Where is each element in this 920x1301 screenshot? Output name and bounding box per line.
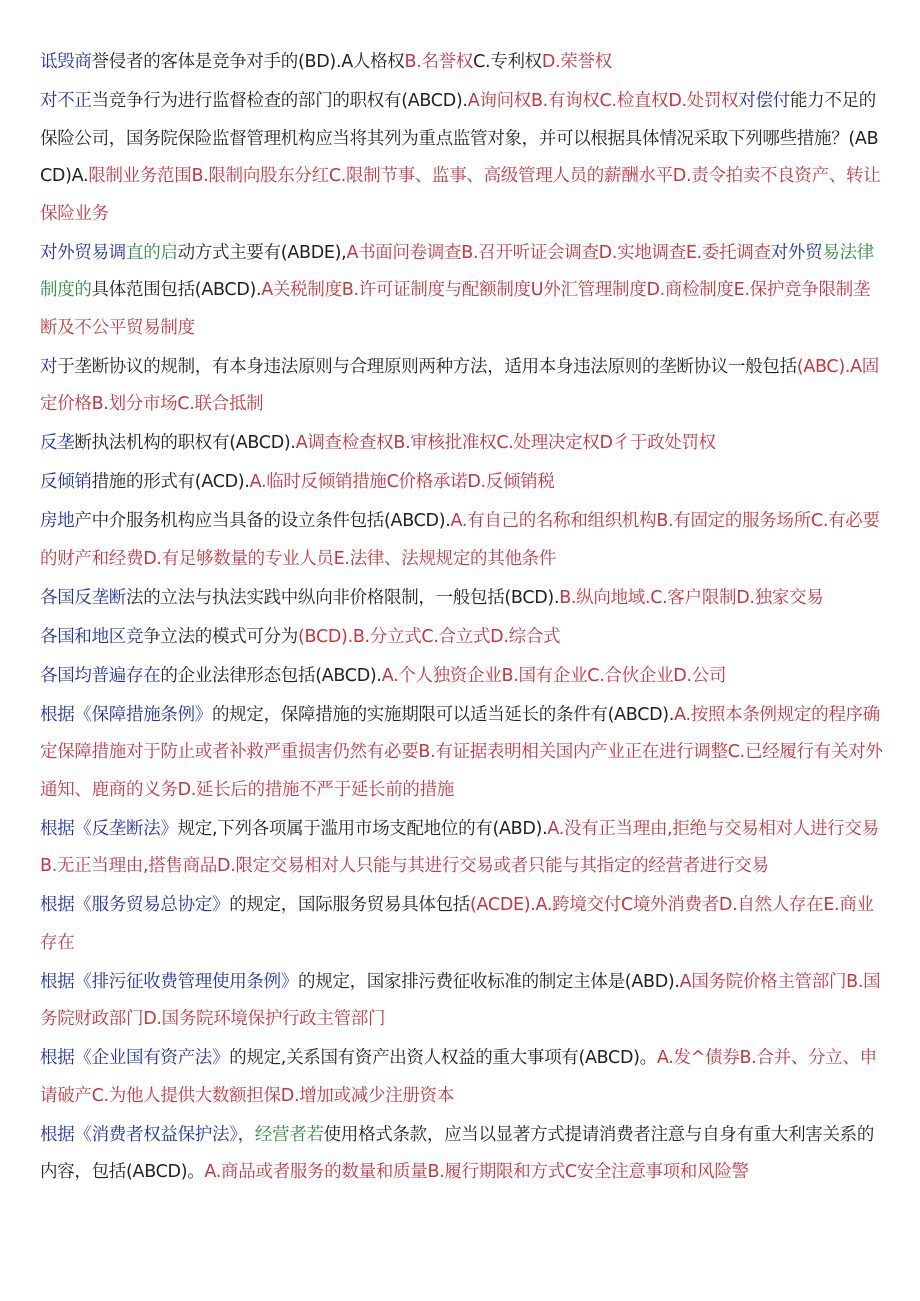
text-segment-blue: 反垄 — [40, 433, 75, 453]
text-segment-blue: 房地 — [40, 511, 75, 531]
text-segment-red: A.个人独资企业B.国有企业C.合伙企业D.公司 — [381, 665, 727, 686]
text-segment-red: A国务院价格主管部门B.国务院财政部门D.国务院环境保护行政主管部门 — [40, 971, 881, 1029]
text-segment-red: 限制业务范围B.限制向股东分红C.限制节事、监事、高级管理人员的薪酬水平D.责令拍卖不良资产、转让保险业务 — [40, 166, 881, 224]
text-segment-red: A关税制度B.许可证制度与配额制度U外汇管理制度D.商检制度E.保护竞争限制垄断及不公平贸易制度 — [40, 280, 871, 338]
text-segment-black: 动方式主要有(ABDE), — [177, 242, 347, 263]
text-segment-red: B.纵向地域.C.客户限制D.独家交易 — [559, 587, 824, 608]
text-segment-black: 断执法机构的职权有(ABCD). — [74, 433, 296, 453]
text-segment-blue: 对外贸易调 — [40, 242, 126, 263]
text-segment-green: 易法律制度的 — [40, 242, 874, 300]
text-segment-black: 使用格式条款，应当以显著方式提请消费者注意与自身有重大利害关系的内容，包括(ABCD)。 — [40, 1124, 875, 1182]
text-segment-blue: 根据《消费者权益保护法》， — [40, 1124, 255, 1145]
question-paragraph — [40, 1117, 885, 1192]
question-paragraph — [40, 697, 885, 810]
question-paragraph — [40, 619, 885, 657]
text-segment-blue: 对外贸 — [770, 242, 823, 263]
question-paragraph — [40, 887, 885, 962]
text-segment-red: A.商品或者服务的数量和质量B.履行期限和方式C安全注意事项和风险警 — [204, 1162, 749, 1182]
text-segment-red: A.没有正当理由,拒绝与交易相对人进行交易B.无正当理由,搭售商品D.限定交易相对人只能与其进行交易或者只能与其指定的经营者进行交易 — [40, 818, 879, 876]
text-segment-blue: 根据《反垄断法》 — [40, 818, 178, 839]
text-segment-blue: 对不正 — [40, 91, 92, 111]
text-segment-black: 具体范围包括(ABCD). — [91, 280, 262, 300]
text-segment-green: 直的启 — [126, 242, 178, 263]
question-paragraph — [40, 1040, 885, 1115]
text-segment-blue: 根据《企业国有资产法》 — [40, 1048, 230, 1068]
text-segment-blue: 对偿付 — [738, 91, 790, 111]
text-segment-green: 经营者若 — [254, 1124, 324, 1145]
text-segment-red: (ABC).A固定价格B.划分市场C.联合抵制 — [40, 356, 879, 414]
text-segment-black: 的企业法律形态包括(ABCD). — [160, 665, 382, 686]
text-segment-red: B.名誉权 — [404, 52, 474, 72]
text-segment-red: A书面问卷调查B.召开听证会调查D.实地调查E.委托调查 — [346, 242, 771, 263]
text-segment-blue: 各国反垄断 — [40, 587, 126, 608]
question-paragraph — [40, 658, 885, 696]
question-paragraph — [40, 964, 885, 1039]
text-segment-black: 产中介服务机构应当具备的设立条件包括(ABCD). — [74, 511, 451, 531]
text-segment-blue: 反倾销 — [40, 472, 92, 492]
question-paragraph — [40, 464, 885, 502]
text-segment-black: 争立法的模式可分为 — [143, 626, 299, 647]
question-paragraph — [40, 349, 885, 424]
text-segment-red: (BCD).B.分立式C.合立式D.综合式 — [298, 626, 561, 647]
question-paragraph — [40, 811, 885, 886]
question-paragraph — [40, 83, 885, 233]
text-segment-black: 的规定，国家排污费征收标准的制定主体是(ABD). — [298, 971, 680, 992]
text-segment-red: A询问权B.有询权C.检直权D.处罚权 — [467, 91, 739, 111]
text-segment-red: D.荣誉权 — [541, 52, 612, 72]
text-segment-red: A.发^债券B.合并、分立、申请破产C.为他人提供大数额担保D.增加或减少注册资本 — [40, 1048, 877, 1106]
text-segment-red: A.有自己的名称和组织机构B.有固定的服务场所C.有必要的财产和经费D.有足够数量的专业人员E.法律、法规规定的其他条件 — [40, 511, 880, 569]
text-segment-black: 的规定，国际服务贸易具体包括 — [229, 895, 471, 915]
text-segment-black: 能力不足的保险公司，国务院保险监督管理机构应当将其列为重点监管对象，并可以根据具体情况采取下列哪些措施？(ABCD)A. — [40, 91, 879, 186]
text-segment-blue: 根据《服务贸易总协定》 — [40, 895, 230, 915]
text-segment-black: 的规定,关系国有资产出资人权益的重大事项有(ABCD)。 — [229, 1048, 657, 1068]
text-segment-black: 规定,下列各项属于滥用市场支配地位的有(ABD). — [177, 818, 548, 839]
text-segment-blue: 根据《保障措施条例》 — [40, 704, 212, 725]
text-segment-red: A调查检查权B.审核批准权C.处理决定权D彳于政处罚权 — [295, 433, 716, 453]
question-paragraph — [40, 425, 885, 463]
document-body — [40, 44, 885, 1193]
text-segment-black: 当竞争行为进行监督检查的部门的职权有(ABCD). — [91, 91, 468, 111]
text-segment-black: 誉侵者的客体是竞争对手的(BD).A人格权 — [91, 52, 405, 72]
question-paragraph — [40, 44, 885, 82]
text-segment-blue: 各国和地区竞 — [40, 626, 144, 647]
question-paragraph — [40, 235, 885, 348]
text-segment-blue: 各国均普遍存在 — [40, 665, 161, 686]
text-segment-red: A.按照本条例规定的程序确定保障措施对于防止或者补救严重损害仍然有必要B.有证据表明相关国内产业正在进行调整C.已经履行有关对外通知、鹿商的义务D.延长后的措施不严于延长前的措施 — [40, 704, 883, 800]
text-segment-black: 措施的形式有(ACD). — [91, 472, 250, 492]
text-segment-black: 的规定，保障措施的实施期限可以适当延长的条件有(ABCD). — [212, 704, 675, 725]
text-segment-red: A.临时反倾销措施C价格承诺D.反倾销税 — [249, 472, 555, 492]
text-segment-black: C.专利权 — [473, 52, 542, 72]
text-segment-blue: 根据《排污征收费管理使用条例》 — [40, 971, 298, 992]
text-segment-blue: 对 — [40, 356, 58, 377]
text-segment-black: 于垄断协议的规制，有本身违法原则与合理原则两种方法，适用本身违法原则的垄断协议一般包括 — [57, 356, 797, 377]
question-paragraph — [40, 580, 885, 618]
question-paragraph — [40, 503, 885, 578]
text-segment-blue: 诋毁商 — [40, 52, 92, 72]
text-segment-red: (ACDE).A.跨境交付C境外消费者D.自然人存在E.商业存在 — [40, 895, 874, 953]
text-segment-black: 法的立法与执法实践中纵向非价格限制，一般包括(BCD). — [126, 587, 560, 608]
